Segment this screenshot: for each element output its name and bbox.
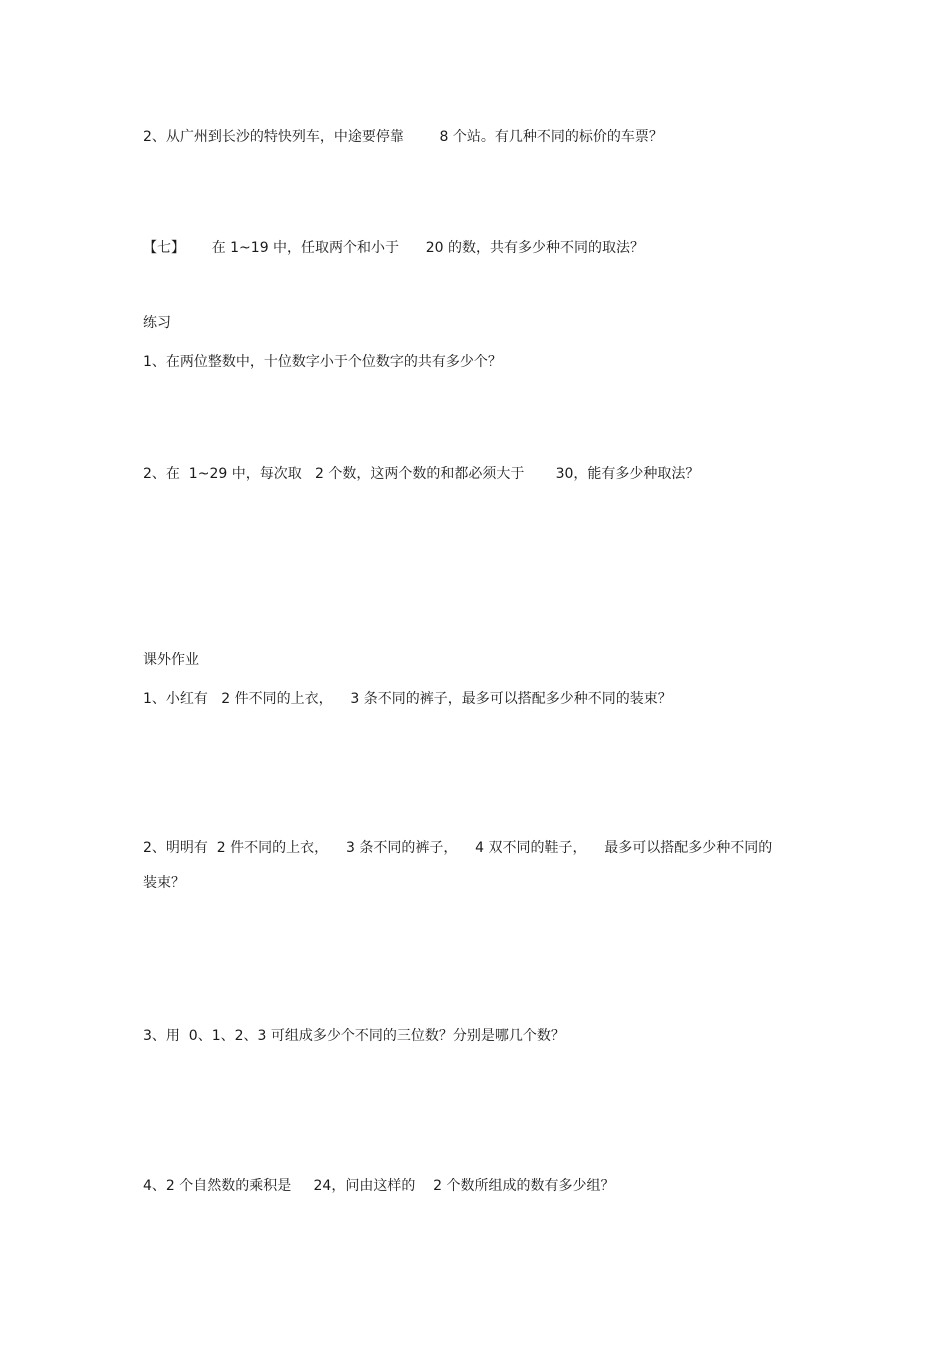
practice-2: 2、在 1~29 中，每次取 2 个数，这两个数的和都必须大于 30，能有多少种取法？ [143,466,700,482]
section-title-practice: 练习 [143,315,171,331]
homework-3: 3、用 0、1、2、3 可组成多少个不同的三位数？分别是哪几个数？ [143,1028,565,1044]
homework-4: 4、2 个自然数的乘积是 24，问由这样的 2 个数所组成的数有多少组？ [143,1178,615,1194]
problem-2-train-tickets: 2、从广州到长沙的特快列车，中途要停靠 8 个站。有几种不同的标价的车票？ [143,129,663,145]
homework-2-line-2: 装束？ [143,875,185,891]
homework-1: 1、小红有 2 件不同的上衣， 3 条不同的裤子，最多可以搭配多少种不同的装束？ [143,691,672,707]
example-7-heading: 【七】 在 1~19 中，任取两个和小于 20 的数，共有多少种不同的取法？ [143,240,645,256]
homework-2-line-1: 2、明明有 2 件不同的上衣， 3 条不同的裤子， 4 双不同的鞋子， 最多可以搭配多少种不同的 [143,840,773,856]
section-title-homework: 课外作业 [143,652,199,668]
practice-1: 1、在两位整数中，十位数字小于个位数字的共有多少个？ [143,354,502,370]
